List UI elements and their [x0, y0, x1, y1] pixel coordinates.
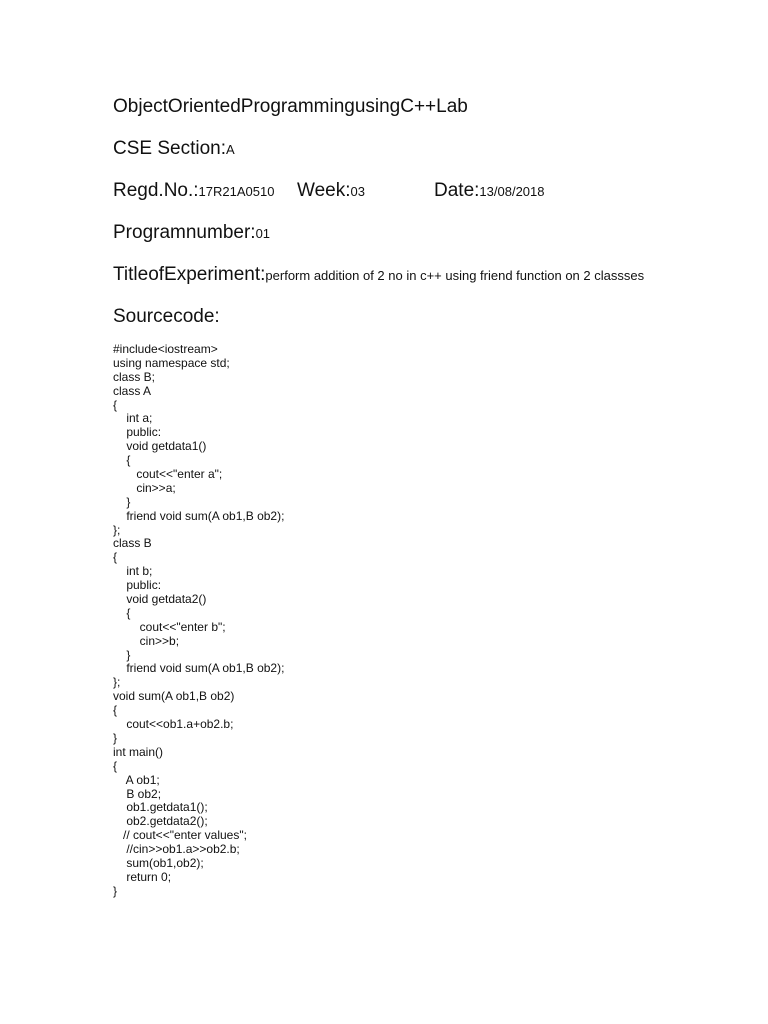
code-line: //cin>>ob1.a>>ob2.b; — [113, 842, 240, 857]
code-line: // cout<<"enter values"; — [113, 828, 247, 843]
code-line: cin>>a; — [113, 480, 176, 495]
section-label: CSE Section: — [113, 138, 226, 159]
week-line — [297, 180, 365, 203]
code-line: }; — [113, 522, 121, 537]
code-line: cin>>b; — [113, 633, 180, 648]
regd-value: 17R21A0510 — [198, 184, 275, 199]
code-line: return 0; — [113, 869, 172, 884]
code-line: class A — [113, 383, 152, 398]
code-line: { — [113, 703, 118, 718]
code-line: { — [113, 605, 131, 620]
code-line: { — [113, 758, 118, 773]
source-label: Sourcecode: — [113, 306, 220, 327]
code-line: { — [113, 397, 118, 412]
code-line: cout<<"enter b"; — [113, 619, 226, 634]
code-line: int b; — [113, 564, 153, 579]
code-line: cout<<"enter a"; — [113, 467, 223, 482]
experiment-value: perform addition of 2 no in c++ using friend function on 2 classses — [265, 268, 645, 283]
source-code-block — [113, 343, 284, 899]
program-value: 01 — [255, 226, 271, 241]
week-label: Week: — [297, 180, 351, 201]
code-line: { — [113, 453, 131, 468]
code-line: ob2.getdata2(); — [113, 814, 208, 829]
source-code-heading — [113, 306, 220, 328]
program-number-line — [113, 222, 270, 245]
course-title-text: ObjectOrientedProgrammingusingC++Lab — [113, 96, 468, 117]
section-value: A — [226, 142, 235, 157]
code-line: ob1.getdata1(); — [113, 800, 208, 815]
regd-line — [113, 180, 274, 203]
code-line: #include<iostream> — [113, 342, 218, 356]
code-line: int a; — [113, 411, 153, 426]
code-line: public: — [113, 425, 162, 440]
date-label: Date: — [434, 180, 480, 201]
code-line: A ob1; — [113, 772, 160, 787]
regd-label: Regd.No.: — [113, 180, 199, 201]
code-line: void getdata1() — [113, 439, 207, 454]
code-line: } — [113, 883, 118, 898]
program-label: Programnumber: — [113, 222, 256, 243]
code-line: sum(ob1,ob2); — [113, 855, 204, 870]
date-line — [434, 180, 545, 203]
code-line: friend void sum(A ob1,B ob2); — [113, 661, 285, 676]
code-line: using namespace std; — [113, 355, 230, 370]
code-line: } — [113, 730, 118, 745]
code-line: { — [113, 550, 118, 565]
code-line: cout<<ob1.a+ob2.b; — [113, 717, 234, 732]
week-value: 03 — [350, 184, 365, 199]
code-line: void sum(A ob1,B ob2) — [113, 689, 235, 704]
code-line: class B; — [113, 369, 156, 384]
code-line: public: — [113, 578, 162, 593]
experiment-title-line — [113, 264, 644, 287]
code-line: }; — [113, 675, 121, 690]
course-title — [113, 96, 468, 118]
code-line: } — [113, 494, 131, 509]
code-line: B ob2; — [113, 786, 162, 801]
code-line: void getdata2() — [113, 592, 207, 607]
date-value: 13/08/2018 — [479, 184, 545, 199]
experiment-label: TitleofExperiment: — [113, 264, 266, 285]
code-line: class B — [113, 536, 152, 551]
code-line: } — [113, 647, 131, 662]
section-line — [113, 138, 235, 161]
code-line: int main() — [113, 744, 164, 759]
code-line: friend void sum(A ob1,B ob2); — [113, 508, 285, 523]
